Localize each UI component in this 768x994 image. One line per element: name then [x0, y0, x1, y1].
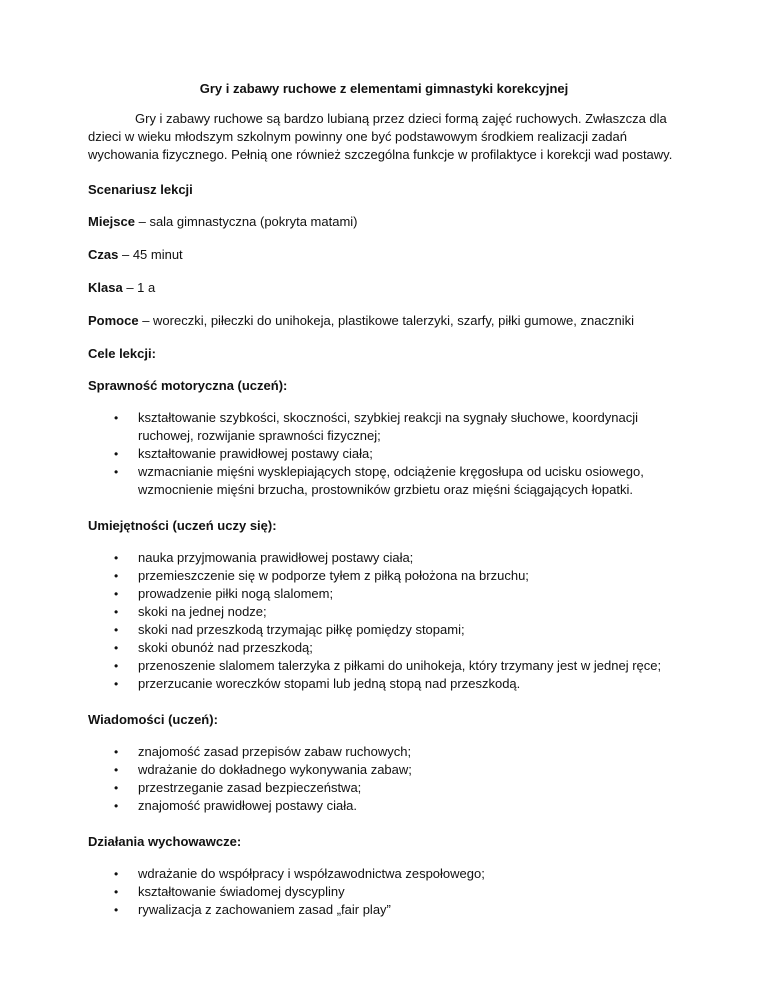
section-heading: Działania wychowawcze:	[88, 834, 242, 849]
list-item	[88, 883, 680, 901]
bullet-list	[88, 549, 680, 693]
list-item-text: wdrażanie do dokładnego wykonywania zabaw;	[138, 762, 412, 777]
intro-paragraph: Gry i zabawy ruchowe są bardzo lubianą przez dzieci formą zajęć ruchowych. Zwłaszcza dla dzieci w wieku młodszym szkolnym powinny one być podstawowym środkiem realizacji zadań wychowania fizycznego. Pełnią one również szczególna funkcje w profilaktyce i korekcji wad postawy.	[88, 111, 673, 162]
list-item	[88, 549, 680, 567]
list-item-text: przestrzeganie zasad bezpieczeństwa;	[138, 780, 362, 795]
bullet-icon: •	[114, 677, 119, 691]
list-item-text: skoki obunóż nad przeszkodą;	[138, 640, 313, 655]
list-item	[88, 463, 680, 499]
list-item-text: rywalizacja z zachowaniem zasad „fair play”	[138, 902, 391, 917]
section-heading: Wiadomości (uczeń):	[88, 712, 218, 727]
list-item	[88, 567, 680, 585]
bullet-icon: •	[114, 641, 119, 655]
list-item	[88, 865, 680, 883]
list-item	[88, 585, 680, 603]
list-item-text: wzmacnianie mięśni wysklepiających stopę, odciążenie kręgosłupa od ucisku osiowego, wzmocnienie mięśni brzucha, prostowników grzbietu oraz mięśni ściągających łopatki.	[138, 464, 644, 497]
detail-pomoce	[88, 312, 680, 330]
list-item-text: nauka przyjmowania prawidłowej postawy ciała;	[138, 550, 414, 565]
scenario-heading: Scenariusz lekcji	[88, 182, 193, 197]
list-item-text: prowadzenie piłki nogą slalomem;	[138, 586, 334, 601]
detail-klasa-value: – 1 a	[122, 280, 156, 295]
bullet-icon: •	[114, 551, 119, 565]
list-item-text: przerzucanie woreczków stopami lub jedną stopą nad przeszkodą.	[138, 676, 521, 691]
detail-czas-label: Czas	[88, 247, 119, 262]
sections-container	[88, 377, 680, 919]
bullet-icon: •	[114, 763, 119, 777]
list-item	[88, 657, 680, 675]
bullet-icon: •	[114, 587, 119, 601]
bullet-list	[88, 865, 680, 919]
list-item	[88, 797, 680, 815]
bullet-icon: •	[114, 799, 119, 813]
list-item-text: przenoszenie slalomem talerzyka z piłkami do unihokeja, który trzymany jest w jednej ręce;	[138, 658, 662, 673]
bullet-list	[88, 743, 680, 815]
detail-klasa-label: Klasa	[88, 280, 123, 295]
bullet-icon: •	[114, 659, 119, 673]
detail-czas-value: – 45 minut	[118, 247, 183, 262]
list-item-text: kształtowanie świadomej dyscypliny	[138, 884, 345, 899]
list-item-text: skoki na jednej nodze;	[138, 604, 267, 619]
detail-pomoce-label: Pomoce	[88, 313, 139, 328]
list-item	[88, 743, 680, 761]
list-item	[88, 761, 680, 779]
list-item-text: przemieszczenie się w podporze tyłem z piłką położona na brzuchu;	[138, 568, 529, 583]
list-item-text: kształtowanie prawidłowej postawy ciała;	[138, 446, 373, 461]
list-item	[88, 675, 680, 693]
list-item	[88, 621, 680, 639]
goals-heading: Cele lekcji:	[88, 346, 156, 361]
list-item	[88, 445, 680, 463]
detail-pomoce-value: – woreczki, piłeczki do unihokeja, plastikowe talerzyki, szarfy, piłki gumowe, znaczniki	[138, 313, 634, 328]
section-heading: Sprawność motoryczna (uczeń):	[88, 378, 288, 393]
bullet-list	[88, 409, 680, 499]
section-heading: Umiejętności (uczeń uczy się):	[88, 518, 277, 533]
detail-miejsce-label: Miejsce	[88, 214, 135, 229]
list-item	[88, 779, 680, 797]
list-item	[88, 901, 680, 919]
bullet-icon: •	[114, 867, 119, 881]
bullet-icon: •	[114, 885, 119, 899]
detail-czas	[88, 246, 680, 264]
bullet-icon: •	[114, 605, 119, 619]
detail-klasa	[88, 279, 680, 297]
list-item-text: kształtowanie szybkości, skoczności, szybkiej reakcji na sygnały słuchowe, koordynacji ruchowej, rozwijanie sprawności fizycznej;	[138, 410, 638, 443]
list-item-text: wdrażanie do współpracy i współzawodnictwa zespołowego;	[138, 866, 485, 881]
bullet-icon: •	[114, 465, 119, 479]
bullet-icon: •	[114, 623, 119, 637]
list-item	[88, 409, 680, 445]
document-title: Gry i zabawy ruchowe z elementami gimnastyki korekcyjnej	[199, 81, 569, 96]
detail-miejsce-value: – sala gimnastyczna (pokryta matami)	[134, 214, 358, 229]
bullet-icon: •	[114, 447, 119, 461]
list-item-text: znajomość prawidłowej postawy ciała.	[138, 798, 357, 813]
bullet-icon: •	[114, 569, 119, 583]
list-item-text: skoki nad przeszkodą trzymając piłkę pomiędzy stopami;	[138, 622, 465, 637]
bullet-icon: •	[114, 781, 119, 795]
detail-miejsce	[88, 213, 680, 231]
bullet-icon: •	[114, 411, 119, 425]
bullet-icon: •	[114, 745, 119, 759]
list-item	[88, 639, 680, 657]
list-item	[88, 603, 680, 621]
bullet-icon: •	[114, 903, 119, 917]
list-item-text: znajomość zasad przepisów zabaw ruchowych;	[138, 744, 412, 759]
